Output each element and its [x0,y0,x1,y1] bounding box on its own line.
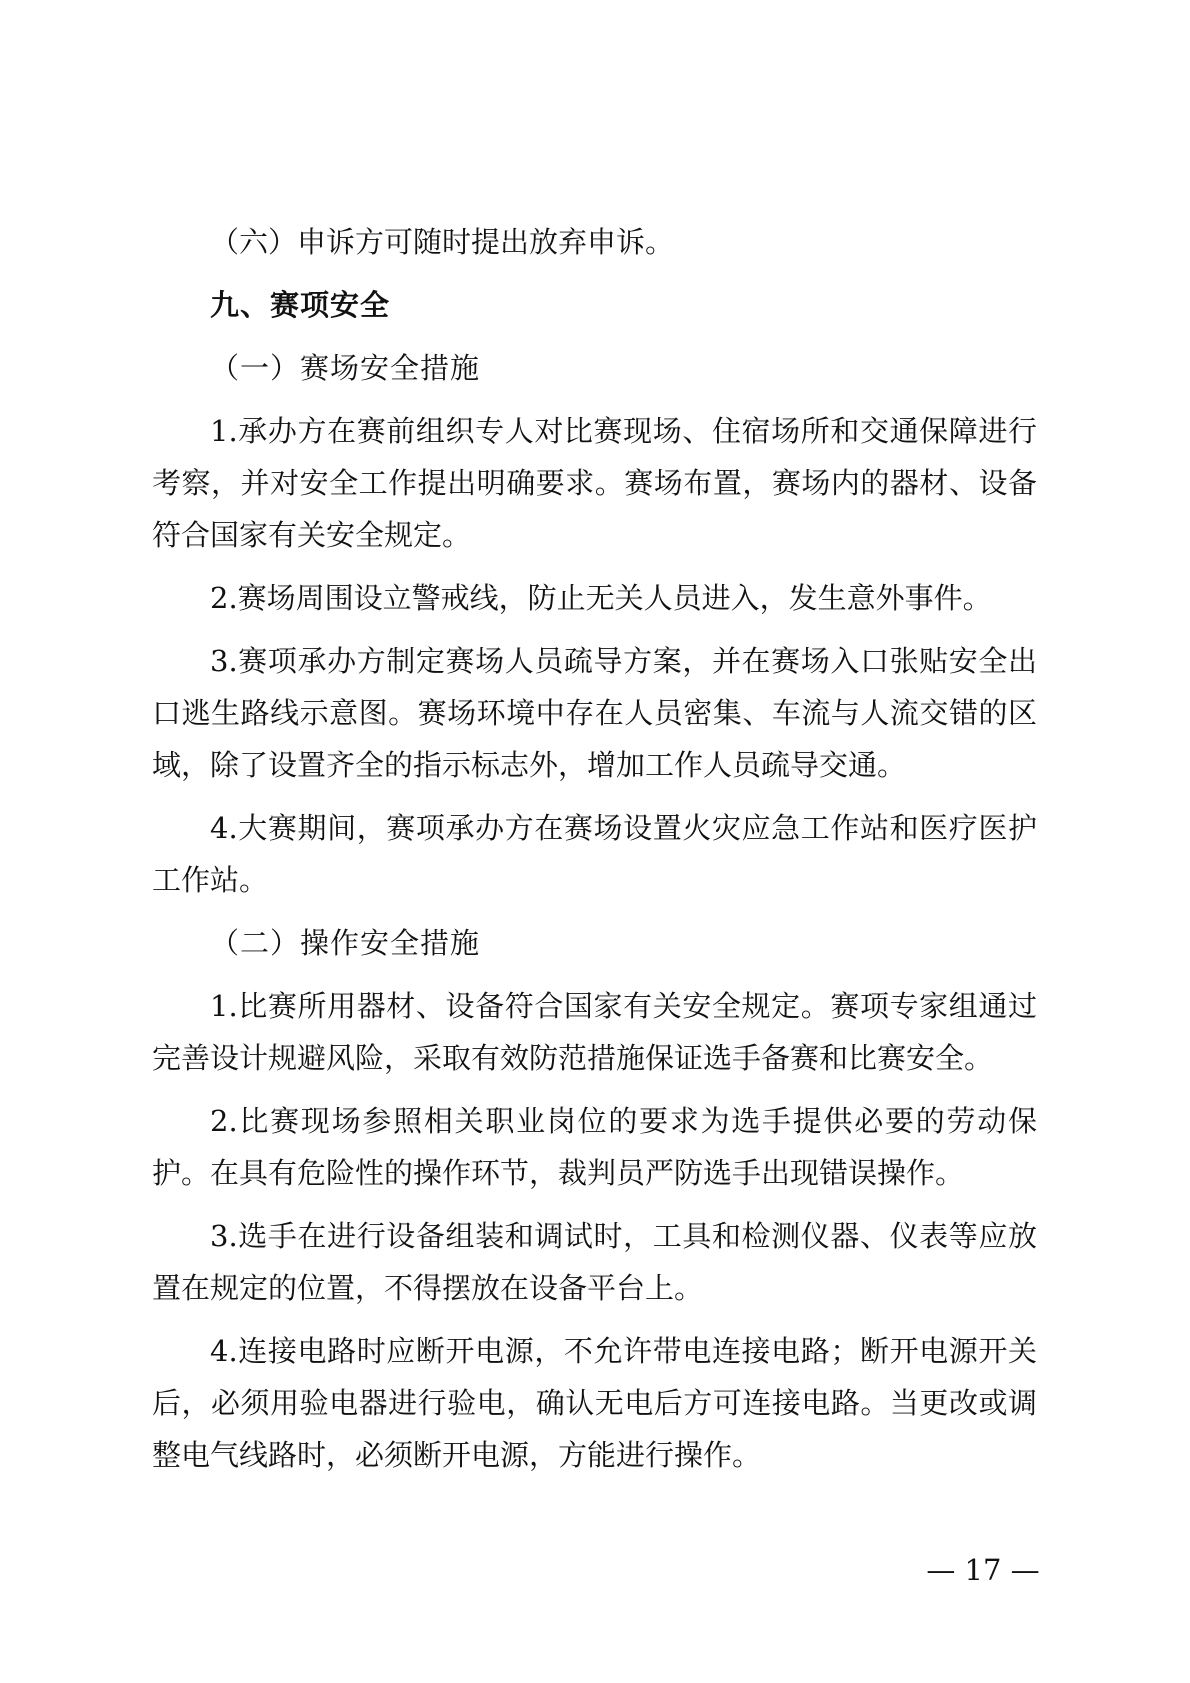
paragraph-appeal-withdrawal: （六）申诉方可随时提出放弃申诉。 [210,225,675,259]
paragraph-operation-safety-1: 1.比赛所用器材、设备符合国家有关安全规定。赛项专家组通过完善设计规避风险，采取有效防范措施保证选手备赛和比赛安全。 [152,989,1037,1075]
document-body [152,216,1037,1492]
paragraph-venue-safety-1: 1.承办方在赛前组织专人对比赛现场、住宿场所和交通保障进行考察，并对安全工作提出明确要求。赛场布置，赛场内的器材、设备符合国家有关安全规定。 [152,414,1037,552]
paragraph-venue-safety-2: 2.赛场周围设立警戒线，防止无关人员进入，发生意外事件。 [210,581,992,615]
paragraph-venue-safety-3: 3.赛项承办方制定赛场人员疏导方案，并在赛场入口张贴安全出口逃生路线示意图。赛场环境中存在人员密集、车流与人流交错的区域，除了设置齐全的指示标志外，增加工作人员疏导交通。 [152,644,1037,782]
section-heading-event-safety: 九、赛项安全 [210,288,391,322]
paragraph-operation-safety-4: 4.连接电路时应断开电源，不允许带电连接电路；断开电源开关后，必须用验电器进行验电，确认无电后方可连接电路。当更改或调整电气线路时，必须断开电源，方能进行操作。 [152,1334,1037,1472]
subsection-heading-operation-safety: （二）操作安全措施 [210,926,481,960]
page-number: — 17 — [926,1553,1040,1587]
subsection-heading-venue-safety: （一）赛场安全措施 [210,351,481,385]
paragraph-operation-safety-2: 2.比赛现场参照相关职业岗位的要求为选手提供必要的劳动保护。在具有危险性的操作环节，裁判员严防选手出现错误操作。 [152,1104,1037,1190]
paragraph-operation-safety-3: 3.选手在进行设备组装和调试时，工具和检测仪器、仪表等应放置在规定的位置，不得摆放在设备平台上。 [152,1219,1037,1305]
paragraph-venue-safety-4: 4.大赛期间，赛项承办方在赛场设置火灾应急工作站和医疗医护工作站。 [152,811,1037,897]
